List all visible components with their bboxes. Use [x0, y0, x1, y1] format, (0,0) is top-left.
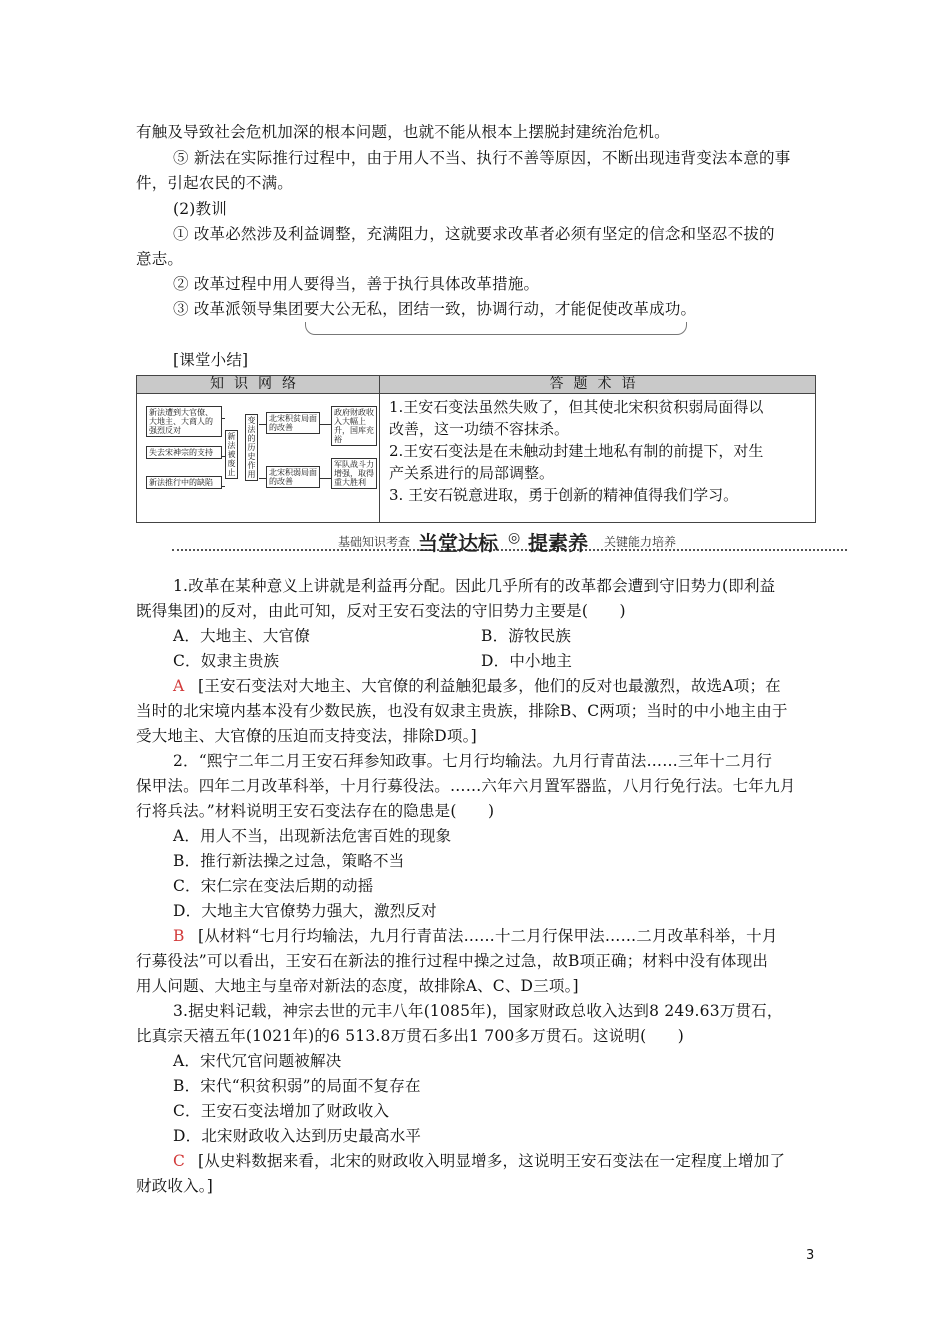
connector-line [221, 418, 225, 419]
q3-answer: C [173, 1152, 186, 1170]
text-line: 有触及导致社会危机加深的根本问题，也就不能从根本上摆脱封建统治危机。 [136, 123, 670, 141]
net-node-defects: 新法推行中的缺陷 [146, 476, 222, 489]
q1-option-a: A．大地主、大官僚 [173, 627, 310, 645]
net-node-opposition: 新法遭到大官僚、大地主、大商人的强烈反对 [146, 406, 222, 437]
q3-option-b: B．宋代“积贫积弱”的局面不复存在 [173, 1077, 421, 1095]
term-line: 1.王安石变法虽然失败了，但其使北宋积贫积弱局面得以 [389, 398, 764, 416]
term-line: 改善，这一功绩不容抹杀。 [389, 420, 570, 438]
net-node-finance: 政府财政收入大幅上升，国库充裕 [331, 406, 377, 446]
term-line: 2.王安石变法是在未触动封建土地私有制的前提下，对生 [389, 442, 764, 460]
q2-explanation: 行募役法”可以看出，王安石在新法的推行过程中操之过急，故B项正确；材料中没有体现出 [136, 952, 769, 970]
text-line: 件，引起农民的不满。 [136, 174, 294, 192]
text-line: ① 改革必然涉及利益调整，充满阻力，这就要求改革者必须有坚定的信念和坚忍不拔的 [173, 225, 775, 243]
text-line: ③ 改革派领导集团要大公无私，团结一致，协调行动，才能促使改革成功。 [173, 300, 697, 318]
q2-explanation: [从材料“七月行均输法，九月行青苗法……十二月行保甲法……二月改革科举，十月 [198, 927, 778, 945]
q2-option-a: A．用人不当，出现新法危害百姓的现象 [173, 827, 452, 845]
q2-stem: 2．“熙宁二年二月王安石拜参知政事。七月行均输法。九月行青苗法……三年十二月行 [173, 752, 773, 770]
connector-line [259, 478, 266, 479]
net-node-poverty: 北宋积贫局面的改善 [266, 412, 320, 434]
column-header-terms: 答题术语 [380, 376, 816, 394]
q2-explanation: 用人问题、大地主与皇帝对新法的态度，故排除A、C、D三项。] [136, 977, 579, 995]
q1-explanation: 受大地主、大官僚的压迫而支持变法，排除D项。] [136, 727, 477, 745]
q2-stem: 保甲法。四年二月改革科举，十月行募役法。……六年六月置军器监，八月行免行法。七年九月 [136, 777, 796, 795]
summary-label: [课堂小结] [173, 351, 249, 369]
q1-stem: 既得集团)的反对，由此可知，反对王安石变法的守旧势力主要是( ) [136, 602, 626, 620]
q2-option-d: D．大地主大官僚势力强大，激烈反对 [173, 902, 437, 920]
q1-answer: A [173, 677, 185, 695]
q2-option-c: C．宋仁宗在变法后期的动摇 [173, 877, 374, 895]
q2-option-b: B．推行新法操之过急，策略不当 [173, 852, 405, 870]
section-banner [172, 527, 847, 555]
banner-right-label: 关键能力培养 [604, 535, 677, 549]
q3-option-c: C．王安石变法增加了财政收入 [173, 1102, 390, 1120]
text-line: 意志。 [136, 250, 184, 268]
bracket-divider [305, 322, 687, 335]
net-node-weakness: 北宋积弱局面的改善 [266, 466, 320, 488]
terms-cell [380, 394, 816, 523]
q1-explanation: 当时的北宋境内基本没有少数民族，也没有奴隶主贵族，排除B、C两项；当时的中小地主由于 [136, 702, 788, 720]
chevron-icon: ◎ [508, 530, 521, 546]
summary-table [136, 375, 816, 523]
banner-title-2: 提素养 [528, 531, 588, 555]
q1-option-c: C．奴隶主贵族 [173, 652, 280, 670]
connector-line [320, 478, 331, 479]
net-node-army: 军队战斗力增强，取得重大胜利 [331, 458, 377, 489]
net-node-role: 变法的历史作用 [245, 414, 258, 481]
q1-explanation: [王安石变法对大地主、大官僚的利益触犯最多，他们的反对也最激烈，故选A项；在 [198, 677, 781, 695]
banner-left-label: 基础知识考查 [338, 535, 411, 549]
knowledge-network-diagram [137, 394, 379, 522]
connector-line [320, 424, 331, 425]
q3-option-d: D．北宋财政收入达到历史最高水平 [173, 1127, 422, 1145]
section-heading: (2)教训 [173, 200, 227, 218]
column-header-knowledge: 知识网络 [137, 376, 380, 394]
text-line: ⑤ 新法在实际推行过程中，由于用人不当、执行不善等原因，不断出现违背变法本意的事 [173, 149, 791, 167]
q1-stem: 1.改革在某种意义上讲就是利益再分配。因此几乎所有的改革都会遭到守旧势力(即利益 [173, 577, 776, 595]
text-line: ② 改革过程中用人要得当，善于执行具体改革措施。 [173, 275, 540, 293]
net-node-abolished: 新法被废止 [225, 430, 238, 479]
q3-stem: 比真宗天禧五年(1021年)的6 513.8万贯石多出1 700多万贯石。这说明( ) [136, 1027, 684, 1045]
banner-dotted-line [172, 549, 847, 551]
q3-stem: 3.据史料记载，神宗去世的元丰八年(1085年)，国家财政总收入达到8 249.63万贯石， [173, 1002, 783, 1020]
connector-line [221, 456, 225, 457]
term-line: 3. 王安石锐意进取，勇于创新的精神值得我们学习。 [389, 486, 739, 504]
q2-stem: 行将兵法。”材料说明王安石变法存在的隐患是( ) [136, 802, 495, 820]
connector-line [221, 486, 225, 487]
q2-answer: B [173, 927, 185, 945]
banner-title-1: 当堂达标 [418, 531, 498, 555]
q3-option-a: A．宋代冗官问题被解决 [173, 1052, 342, 1070]
net-node-emperor: 失去宋神宗的支持 [146, 446, 222, 459]
page-number: 3 [806, 1248, 815, 1263]
q3-explanation: [从史料数据来看，北宋的财政收入明显增多，这说明王安石变法在一定程度上增加了 [198, 1152, 786, 1170]
connector-line [259, 424, 266, 425]
q1-option-d: D．中小地主 [481, 652, 573, 670]
q1-option-b: B．游牧民族 [481, 627, 572, 645]
term-line: 产关系进行的局部调整。 [389, 464, 555, 482]
q3-explanation: 财政收入。] [136, 1177, 213, 1195]
knowledge-network-cell [137, 394, 380, 523]
